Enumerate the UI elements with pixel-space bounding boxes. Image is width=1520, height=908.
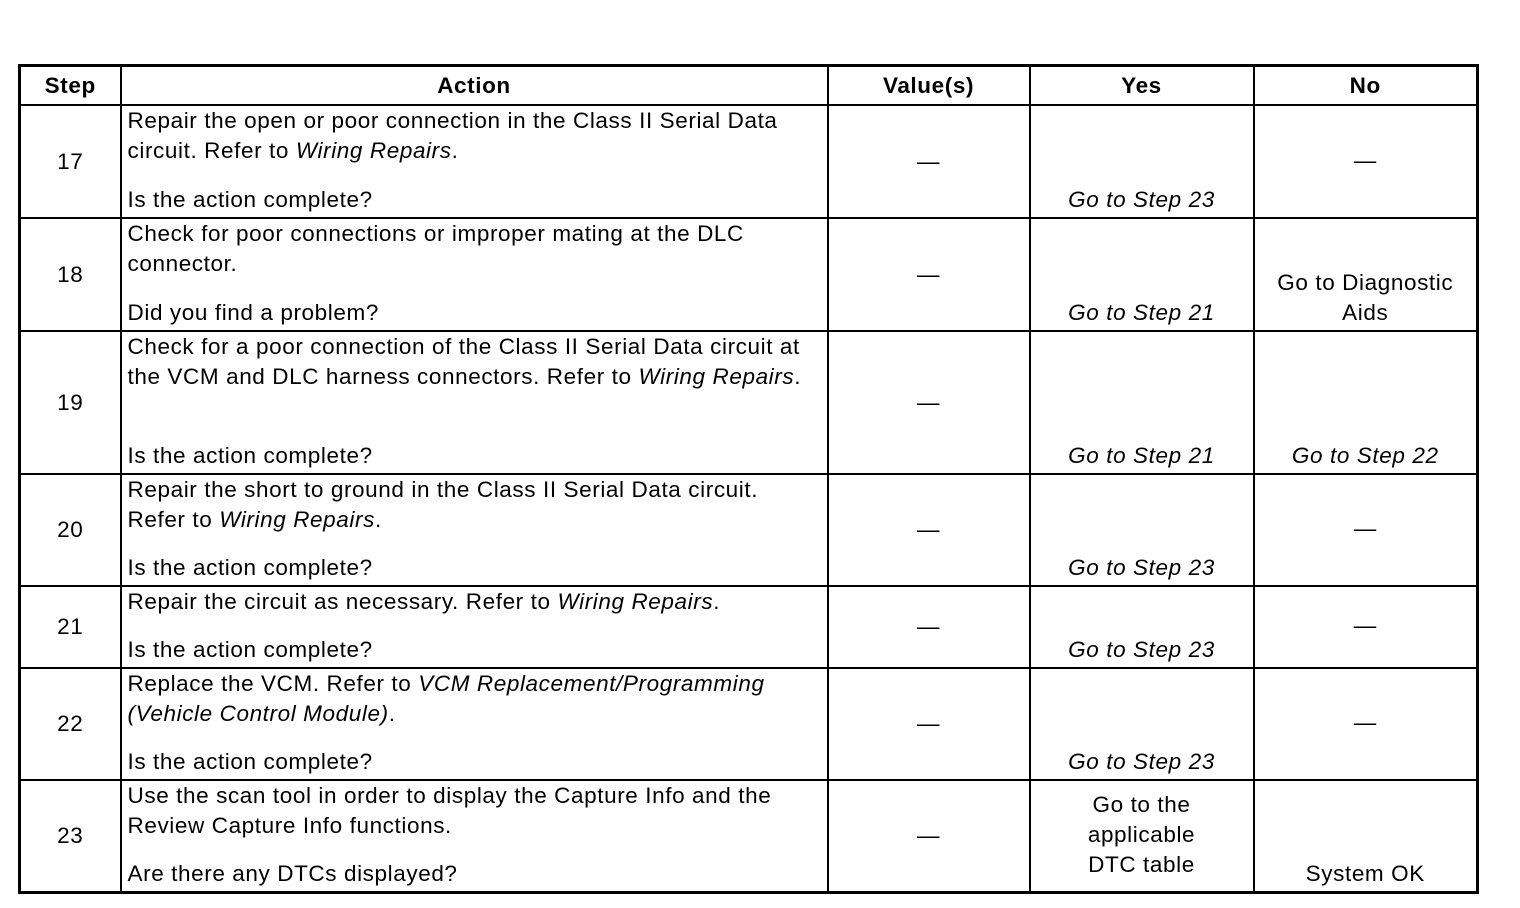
table-row bbox=[20, 780, 1478, 893]
reference-link-text: Wiring Repairs bbox=[557, 589, 714, 614]
action-instruction: Repair the short to ground in the Class II Serial Data circuit. Refer to Wiring Repairs. bbox=[127, 477, 759, 532]
yes-result: Go to Step 23 bbox=[1068, 637, 1215, 662]
action-question: Is the action complete? bbox=[127, 187, 373, 212]
action-instruction: Check for poor connections or improper mating at the DLC connector. bbox=[127, 221, 744, 276]
yes-result: Go to Step 21 bbox=[1068, 300, 1215, 325]
reference-link-text: Wiring Repairs bbox=[295, 138, 452, 163]
no-cell bbox=[1254, 218, 1478, 331]
step-number: 17 bbox=[20, 105, 121, 218]
no-result: — bbox=[1353, 613, 1377, 638]
value-cell bbox=[828, 668, 1030, 780]
action-instruction: Replace the VCM. Refer to VCM Replacement/Programming (Vehicle Control Module). bbox=[127, 671, 765, 726]
action-cell bbox=[121, 474, 828, 586]
value-dash: — bbox=[916, 148, 941, 174]
action-instruction: Check for a poor connection of the Class II Serial Data circuit at the VCM and DLC harness connectors. Refer to Wiring Repairs. bbox=[127, 334, 802, 389]
yes-cell bbox=[1030, 668, 1254, 780]
no-cell bbox=[1254, 331, 1478, 474]
action-instruction: Repair the circuit as necessary. Refer to Wiring Repairs. bbox=[127, 589, 721, 614]
yes-cell bbox=[1030, 218, 1254, 331]
yes-cell bbox=[1030, 586, 1254, 668]
header-step: Step bbox=[20, 66, 121, 106]
yes-result: Go to Step 21 bbox=[1068, 443, 1215, 468]
yes-cell bbox=[1030, 105, 1254, 218]
no-result: — bbox=[1353, 516, 1377, 541]
value-dash: — bbox=[916, 389, 941, 415]
action-cell bbox=[121, 586, 828, 668]
action-cell bbox=[121, 331, 828, 474]
table-row bbox=[20, 105, 1478, 218]
no-cell bbox=[1254, 586, 1478, 668]
step-number: 21 bbox=[20, 586, 121, 668]
reference-link-text: Wiring Repairs bbox=[219, 507, 375, 532]
no-cell bbox=[1254, 780, 1478, 893]
table-row bbox=[20, 474, 1478, 586]
action-cell bbox=[121, 668, 828, 780]
value-cell bbox=[828, 331, 1030, 474]
step-number: 20 bbox=[20, 474, 121, 586]
action-question: Are there any DTCs displayed? bbox=[127, 861, 458, 886]
yes-cell bbox=[1030, 474, 1254, 586]
no-cell bbox=[1254, 474, 1478, 586]
action-cell bbox=[121, 218, 828, 331]
action-question: Did you find a problem? bbox=[127, 300, 379, 325]
table-row bbox=[20, 668, 1478, 780]
step-number: 22 bbox=[20, 668, 121, 780]
yes-cell bbox=[1030, 780, 1254, 893]
table-row bbox=[20, 586, 1478, 668]
action-question: Is the action complete? bbox=[127, 443, 373, 468]
yes-result: Go to Step 23 bbox=[1068, 555, 1215, 580]
header-action: Action bbox=[121, 66, 828, 106]
action-question: Is the action complete? bbox=[127, 637, 373, 662]
value-cell bbox=[828, 218, 1030, 331]
no-result: — bbox=[1353, 147, 1377, 173]
value-cell bbox=[828, 586, 1030, 668]
value-dash: — bbox=[916, 261, 941, 287]
value-cell bbox=[828, 105, 1030, 218]
header-yes: Yes bbox=[1030, 66, 1254, 106]
action-question: Is the action complete? bbox=[127, 749, 373, 774]
action-cell bbox=[121, 105, 828, 218]
yes-result: Go to Step 23 bbox=[1068, 187, 1215, 212]
action-instruction: Use the scan tool in order to display the Capture Info and the Review Capture Info functions. bbox=[127, 783, 772, 838]
no-result: System OK bbox=[1305, 861, 1425, 886]
reference-link-text: Wiring Repairs bbox=[638, 364, 795, 389]
action-instruction: Repair the open or poor connection in the Class II Serial Data circuit. Refer to Wiring Repairs. bbox=[127, 108, 778, 163]
value-cell bbox=[828, 474, 1030, 586]
no-cell bbox=[1254, 105, 1478, 218]
step-number: 18 bbox=[20, 218, 121, 331]
table-row bbox=[20, 331, 1478, 474]
no-result: — bbox=[1353, 710, 1377, 735]
reference-link-text: VCM Replacement/Programming (Vehicle Control Module) bbox=[127, 671, 765, 726]
value-dash: — bbox=[916, 711, 941, 736]
table-row bbox=[20, 218, 1478, 331]
header-no: No bbox=[1254, 66, 1478, 106]
yes-result: Go to the applicable DTC table bbox=[1087, 792, 1196, 877]
action-question: Is the action complete? bbox=[127, 555, 373, 580]
step-number: 19 bbox=[20, 331, 121, 474]
value-cell bbox=[828, 780, 1030, 893]
value-dash: — bbox=[916, 823, 941, 848]
no-result: Go to Step 22 bbox=[1291, 443, 1439, 468]
header-row bbox=[20, 66, 1478, 106]
diagnostic-table bbox=[18, 64, 1479, 894]
yes-result: Go to Step 23 bbox=[1068, 749, 1215, 774]
value-dash: — bbox=[916, 614, 941, 639]
action-cell bbox=[121, 780, 828, 893]
no-result: Go to Diagnostic Aids bbox=[1277, 270, 1454, 325]
step-number: 23 bbox=[20, 780, 121, 893]
yes-cell bbox=[1030, 331, 1254, 474]
no-cell bbox=[1254, 668, 1478, 780]
header-values: Value(s) bbox=[828, 66, 1030, 106]
value-dash: — bbox=[916, 517, 941, 542]
